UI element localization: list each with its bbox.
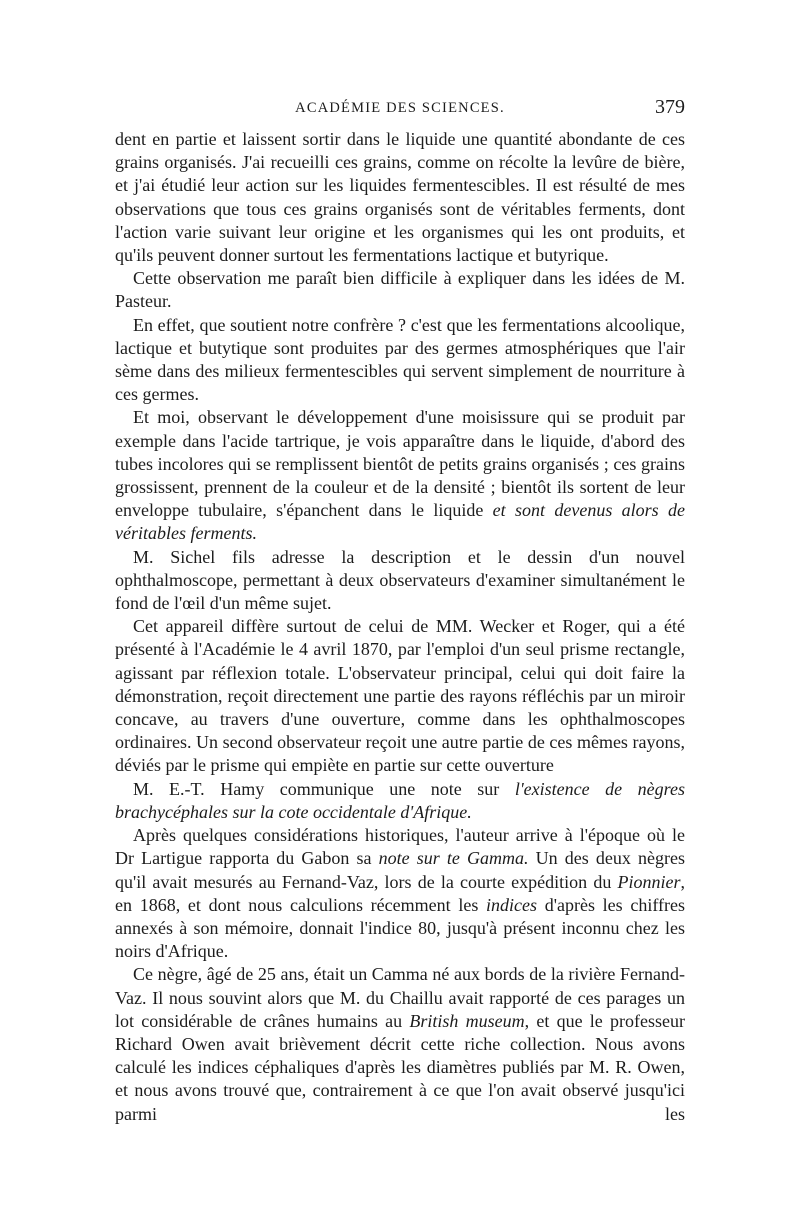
paragraph: M. Sichel fils adresse la description et le dessin d'un nouvel ophthalmoscope, permettant à deux observateurs d'examiner simultanément le fond de l'œil d'un même sujet. bbox=[115, 546, 685, 614]
paragraph: Après quelques considérations historiques, l'auteur arrive à l'époque où le Dr Lartigue rapporta du Gabon sa note sur te Gamma. Un des deux nègres qu'il avait mesurés au Fernand-Vaz, lors de la courte expédition du Pionnier, en 1868, et dont nous calculions récemment les indices d'après les chiffres annexés à son mémoire, donnait l'indice 80, jusqu'à présent inconnu chez les noirs d'Afrique. bbox=[115, 825, 685, 962]
italic-institution: British museum bbox=[409, 1010, 525, 1031]
running-head: ACADÉMIE DES SCIENCES. bbox=[295, 100, 505, 116]
book-page bbox=[115, 96, 685, 1126]
body-text bbox=[115, 128, 685, 1126]
page-header bbox=[115, 96, 685, 126]
italic-title: l'existence de nègres brachycéphales sur la cote occidentale d'Afrique. bbox=[115, 778, 685, 822]
italic-title: note sur te Gamma. bbox=[378, 848, 529, 869]
page-number: 379 bbox=[655, 96, 685, 118]
paragraph: Cette observation me paraît bien difficile à expliquer dans les idées de M. Pasteur. bbox=[115, 268, 685, 312]
paragraph: Et moi, observant le développement d'une moisissure qui se produit par exemple dans l'acide tartrique, je vois apparaître dans le liquide, d'abord des tubes incolores qui se remplissent bientôt de petits grains organisés ; ces grains grossissent, prennent de la couleur et de la densité ; bientôt ils sortent de leur enveloppe tubulaire, s'épanchent dans le liquide et sont devenus alors de véritables ferments. bbox=[115, 407, 685, 544]
italic-term: indices bbox=[486, 894, 538, 915]
italic-ship-name: Pionnier bbox=[617, 871, 681, 892]
italic-phrase: et sont devenus alors de véritables ferments. bbox=[115, 500, 685, 544]
paragraph: M. E.-T. Hamy communique une note sur l'existence de nègres brachycéphales sur la cote occidentale d'Afrique. bbox=[115, 778, 685, 822]
paragraph: dent en partie et laissent sortir dans le liquide une quantité abondante de ces grains organisés. J'ai recueilli ces grains, comme on récolte la levûre de bière, et j'ai étudié leur action sur les liquides fermentescibles. Il est résulté de mes observations que tous ces grains organisés sont de véritables ferments, dont l'action varie suivant leur origine et les organismes qui les ont produits, et qu'ils peuvent donner surtout les fermentations lactique et butyrique. bbox=[115, 129, 685, 266]
paragraph: Cet appareil diffère surtout de celui de MM. Wecker et Roger, qui a été présenté à l'Académie le 4 avril 1870, par l'emploi d'un seul prisme rectangle, agissant par réflexion totale. L'observateur principal, celui qui doit faire la démonstration, reçoit directement une partie des rayons réfléchis par un miroir concave, au travers d'une ouverture, comme dans les ophthalmoscopes ordinaires. Un second observateur reçoit une autre partie de ces mêmes rayons, déviés par le prisme qui empiète en partie sur cette ouverture bbox=[115, 616, 685, 776]
paragraph: Ce nègre, âgé de 25 ans, était un Camma né aux bords de la rivière Fernand-Vaz. Il nous souvint alors que M. du Chaillu avait rapporté de ces parages un lot considérable de crânes humains au British museum, et que le professeur Richard Owen avait brièvement décrit cette riche collection. Nous avons calculé les indices céphaliques d'après les diamètres publiés par M. R. Owen, et nous avons trouvé que, contrairement à ce que l'on avait observé jusqu'ici parmi les bbox=[115, 964, 685, 1124]
paragraph: En effet, que soutient notre confrère ? c'est que les fermentations alcoolique, lactique et butytique sont produites par des germes atmosphériques que l'air sème dans des milieux fermentescibles qui servent simplement de nourriture à ces germes. bbox=[115, 314, 685, 405]
